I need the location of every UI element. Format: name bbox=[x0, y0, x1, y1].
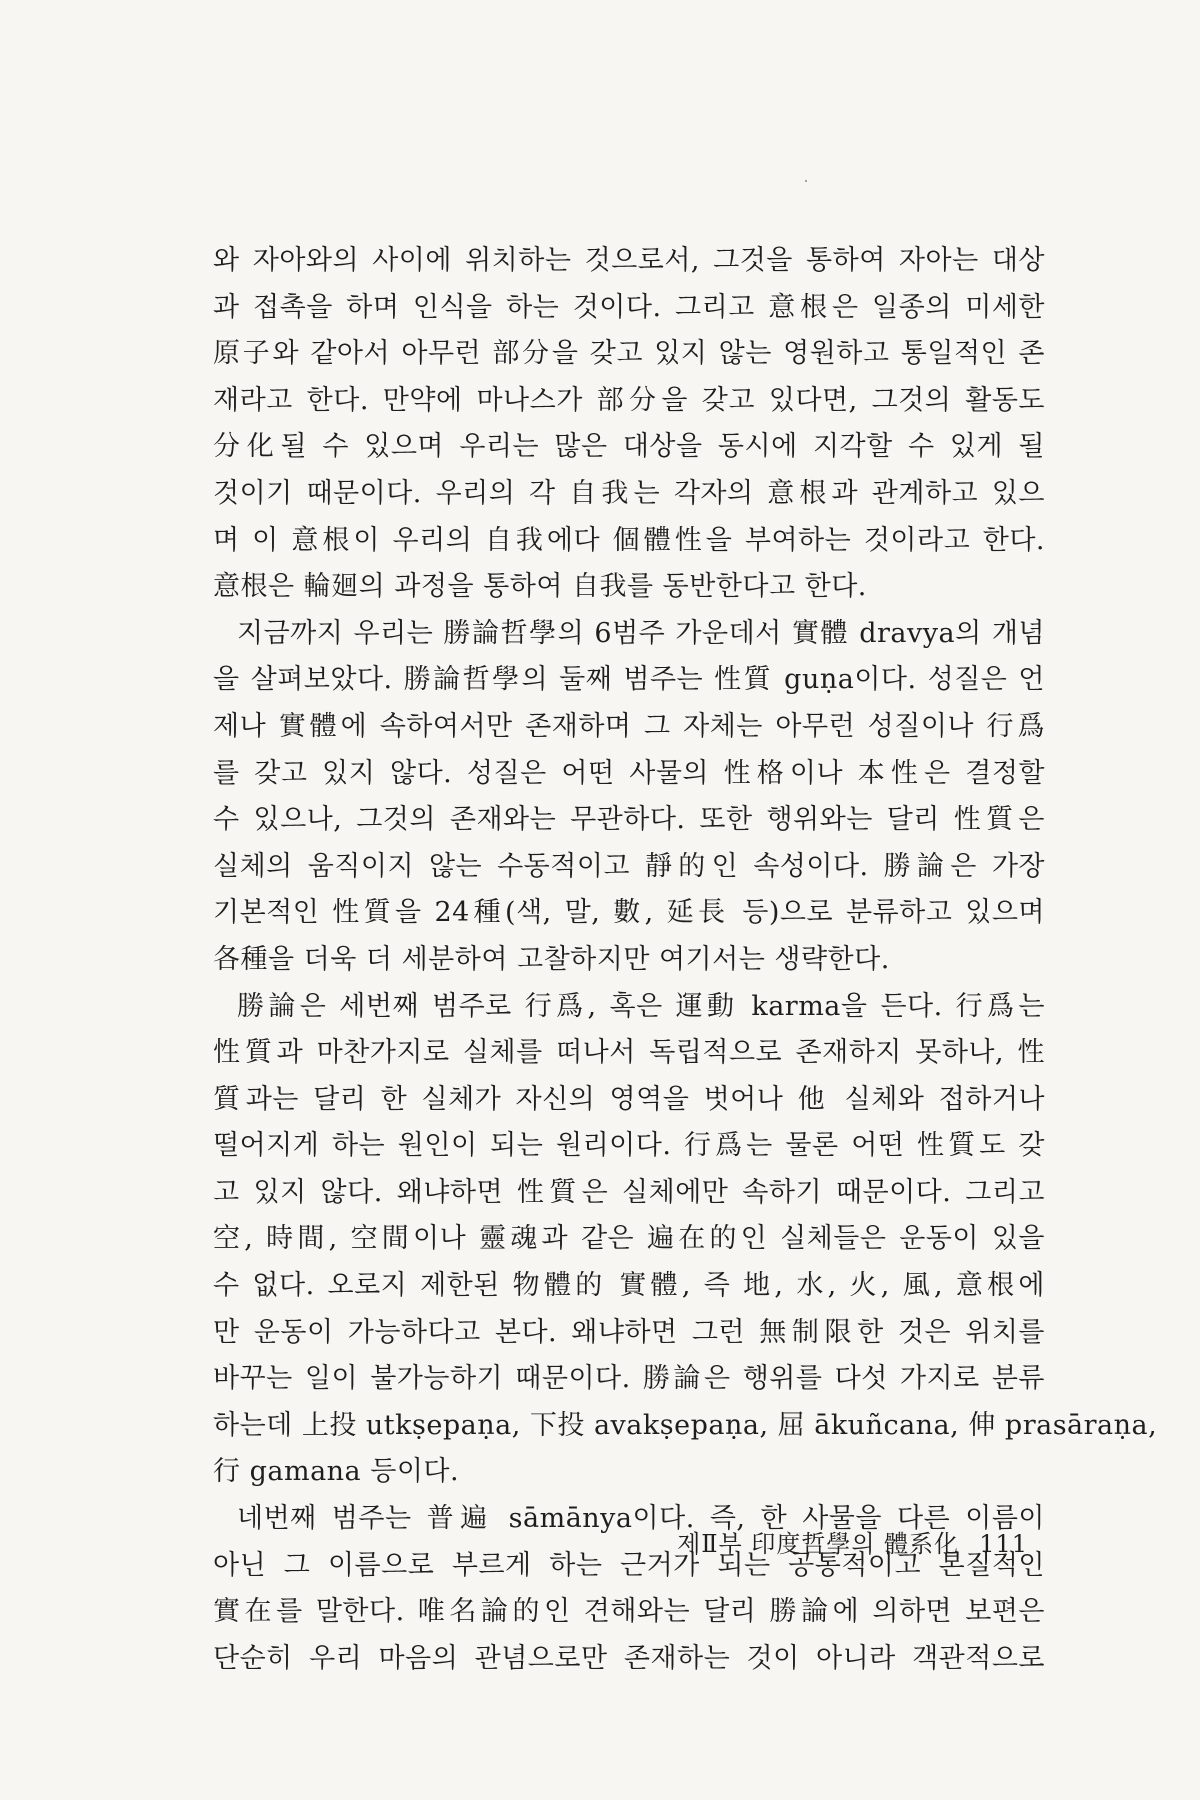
footer-part-title: 제Ⅱ부 印度哲學의 體系化 bbox=[677, 1530, 960, 1558]
text-line: 空, 時間, 空間이나 靈魂과 같은 遍在的인 실체들은 운동이 있을 bbox=[213, 1223, 1045, 1255]
text-line: 제나 實體에 속하여서만 존재하며 그 자체는 아무런 성질이나 行爲 bbox=[213, 710, 1045, 742]
text-line: 것이기 때문이다. 우리의 각 自我는 각자의 意根과 관계하고 있으 bbox=[213, 477, 1045, 509]
text-line: 바꾸는 일이 불가능하기 때문이다. 勝論은 행위를 다섯 가지로 분류 bbox=[213, 1363, 1045, 1395]
running-footer bbox=[677, 1524, 1028, 1559]
text-line: 지금까지 우리는 勝論哲學의 6범주 가운데서 實體 dravya의 개념 bbox=[237, 617, 1045, 649]
text-line: 分化될 수 있으며 우리는 많은 대상을 동시에 지각할 수 있게 될 bbox=[213, 431, 1045, 463]
text-line: 勝論은 세번째 범주로 行爲, 혹은 運動 karma을 든다. 行爲는 bbox=[237, 990, 1045, 1022]
text-line: 떨어지게 하는 원인이 되는 원리이다. 行爲는 물론 어떤 性質도 갖 bbox=[213, 1130, 1045, 1162]
text-line: 하는데 上投 utkṣepaṇa, 下投 avakṣepaṇa, 屈 ākuñcana, 伸 prasāraṇa, bbox=[213, 1409, 1158, 1441]
text-line: 原子와 같아서 아무런 部分을 갖고 있지 않는 영원하고 통일적인 존 bbox=[213, 338, 1045, 370]
text-line: 만 운동이 가능하다고 본다. 왜냐하면 그런 無制限한 것은 위치를 bbox=[213, 1316, 1045, 1348]
text-line: 과 접촉을 하며 인식을 하는 것이다. 그리고 意根은 일종의 미세한 bbox=[213, 291, 1045, 323]
text-line: 며 이 意根이 우리의 自我에다 個體性을 부여하는 것이라고 한다. bbox=[213, 524, 1045, 556]
text-line: 단순히 우리 마음의 관념으로만 존재하는 것이 아니라 객관적으로 bbox=[213, 1642, 1045, 1674]
text-line: 네번째 범주는 普遍 sāmānya이다. 즉, 한 사물을 다른 이름이 bbox=[237, 1503, 1045, 1535]
text-line: 質과는 달리 한 실체가 자신의 영역을 벗어나 他 실체와 접하거나 bbox=[213, 1083, 1045, 1115]
text-line: 수 없다. 오로지 제한된 物體的 實體, 즉 地, 水, 火, 風, 意根에 bbox=[213, 1270, 1045, 1302]
text-line: 실체의 움직이지 않는 수동적이고 靜的인 속성이다. 勝論은 가장 bbox=[213, 850, 1045, 882]
text-line: 와 자아와의 사이에 위치하는 것으로서, 그것을 통하여 자아는 대상 bbox=[213, 245, 1045, 276]
body-text bbox=[213, 238, 1158, 1682]
text-line: 을 살펴보았다. 勝論哲學의 둘째 범주는 性質 guṇa이다. 성질은 언 bbox=[213, 664, 1045, 696]
text-line: 意根은 輪廻의 과정을 통하여 自我를 동반한다고 한다. bbox=[213, 571, 867, 603]
text-line: 實在를 말한다. 唯名論的인 견해와는 달리 勝論에 의하면 보편은 bbox=[213, 1596, 1045, 1628]
text-line: 各種을 더욱 더 세분하여 고찰하지만 여기서는 생략한다. bbox=[213, 943, 890, 975]
text-line: 기본적인 性質을 24種(색, 말, 數, 延長 등)으로 분류하고 있으며 bbox=[213, 897, 1045, 929]
page-number: 111 bbox=[979, 1530, 1028, 1558]
text-line: 行 gamana 등이다. bbox=[213, 1456, 460, 1488]
text-line: 재라고 한다. 만약에 마나스가 部分을 갖고 있다면, 그것의 활동도 bbox=[213, 384, 1045, 416]
text-line: 性質과 마찬가지로 실체를 떠나서 독립적으로 존재하지 못하나, 性 bbox=[213, 1037, 1045, 1069]
text-line: 고 있지 않다. 왜냐하면 性質은 실체에만 속하기 때문이다. 그리고 bbox=[213, 1176, 1045, 1208]
text-line: 수 있으나, 그것의 존재와는 무관하다. 또한 행위와는 달리 性質은 bbox=[213, 804, 1045, 836]
text-line: 아닌 그 이름으로 부르게 하는 근거가 되는 공통적이고 본질적인 bbox=[213, 1549, 1045, 1581]
text-line: 를 갖고 있지 않다. 성질은 어떤 사물의 性格이나 本性은 결정할 bbox=[213, 757, 1045, 789]
page-speck bbox=[805, 180, 807, 182]
